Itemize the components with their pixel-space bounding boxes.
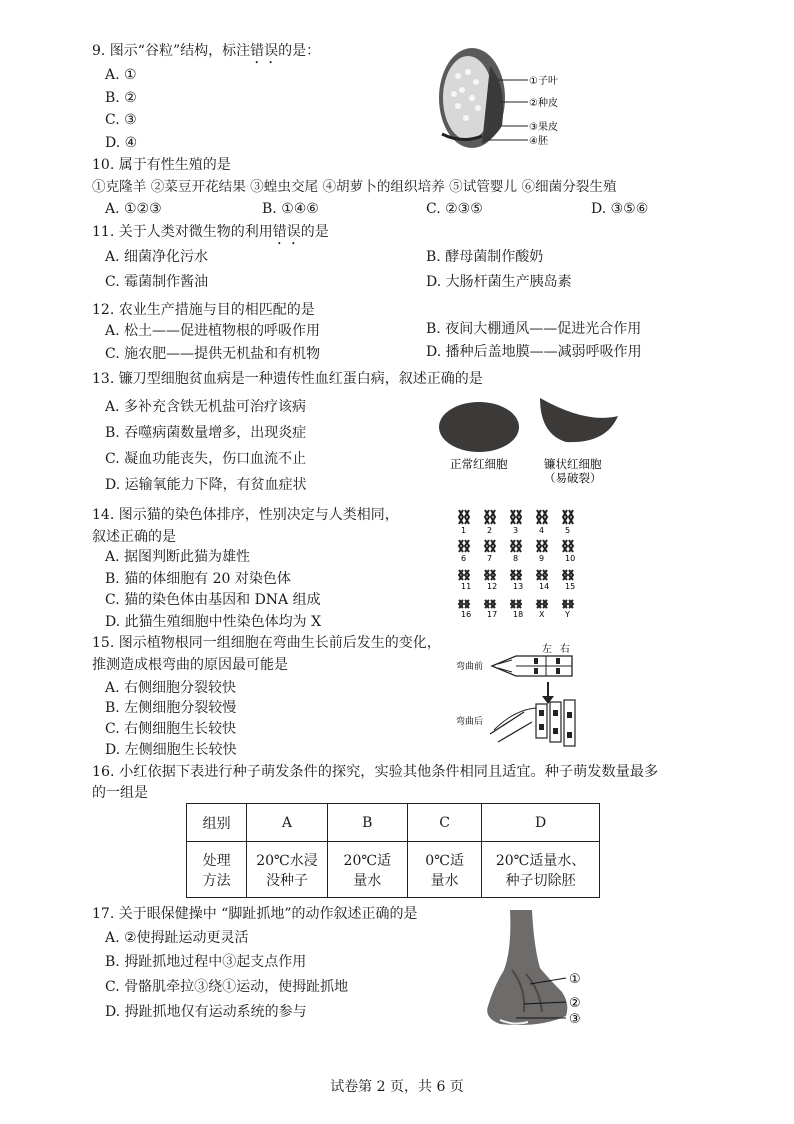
q12-option-a: A. 松土——促进植物根的呼吸作用 <box>105 323 321 339</box>
chromosome-label: 11 <box>461 582 472 591</box>
grain-label-2: ②种皮 <box>529 98 558 109</box>
page-footer: 试卷第 2 页，共 6 页 <box>330 1079 464 1095</box>
q17-stem: 17. 关于眼保健操中 “脚趾抓地”的动作叙述正确的是 <box>92 906 418 922</box>
normal-rbc-shape <box>439 402 519 452</box>
chromosome-label: 3 <box>513 526 519 535</box>
q16-stem-line2: 的一组是 <box>92 785 148 801</box>
table-cell <box>407 842 481 898</box>
q17-option-b: B. 拇趾抓地过程中③起支点作用 <box>105 954 307 970</box>
cell-line: 20℃适量水、 <box>495 852 586 869</box>
chromosome-pair-8 <box>511 540 521 552</box>
chromosome-pair-2 <box>485 510 495 524</box>
sickle-rbc-shape <box>540 398 618 442</box>
q9-stem-emph: 错误 <box>250 43 279 59</box>
chromosome-label: 1 <box>461 526 467 535</box>
q9-stem-post: 的是： <box>278 43 321 59</box>
table-header-row <box>187 804 600 842</box>
chromosome-pair-16 <box>459 600 469 608</box>
q11-stem-pre: 11. 关于人类对微生物的利用 <box>92 224 273 240</box>
q15-option-b: B. 左侧细胞分裂较慢 <box>105 700 237 716</box>
chromosome-pair-10 <box>563 540 573 552</box>
q14-option-b: B. 猫的体细胞有 20 对染色体 <box>105 571 291 587</box>
q11-option-b: B. 酵母菌制作酸奶 <box>426 249 544 265</box>
chromosome-label: 7 <box>487 554 493 563</box>
chromosome-label: 13 <box>513 582 524 591</box>
table-row-label <box>187 842 247 898</box>
q12-option-b: B. 夜间大棚通风——促进光合作用 <box>426 321 642 337</box>
chromosome-pair-7 <box>485 540 495 552</box>
q10-option-a: A. ①②③ <box>105 201 162 217</box>
q13-option-d: D. 运输氧能力下降，有贫血症状 <box>105 477 307 493</box>
table-row <box>187 842 600 898</box>
red-blood-cell-figure <box>436 394 626 490</box>
cell-line: 量水 <box>353 872 382 889</box>
chromosome-label: 6 <box>461 554 467 563</box>
chromosome-pair-18 <box>511 600 521 608</box>
sickle-rbc-note: （易破裂） <box>544 471 602 485</box>
root-label-right: 右 <box>560 644 570 655</box>
q11-stem <box>92 223 329 248</box>
cell-line: 量水 <box>430 872 459 889</box>
q9-option-b: B. ② <box>105 90 137 106</box>
chromosome-label: 18 <box>513 610 524 619</box>
chromosome-label: 16 <box>461 610 472 619</box>
row-label-line: 处理 <box>202 852 231 869</box>
q11-stem-post: 的是 <box>300 224 329 240</box>
q15-option-a: A. 右侧细胞分裂较快 <box>105 680 237 696</box>
q14-stem-line1: 14. 图示猫的染色体排序，性别决定与人类相同， <box>92 507 399 523</box>
chromosome-label: 5 <box>565 526 571 535</box>
chromosome-label: 15 <box>565 582 576 591</box>
grain-label-4: ④胚 <box>529 136 548 147</box>
seed-germination-table <box>186 803 600 898</box>
q10-option-b: B. ①④⑥ <box>262 201 319 217</box>
root-label-before: 弯曲前 <box>456 662 484 672</box>
chromosome-pair-17 <box>485 600 495 608</box>
q14-option-d: D. 此猫生殖细胞中性染色体均为 X <box>105 614 322 630</box>
q9-option-c: C. ③ <box>105 112 137 128</box>
table-header-cell: C <box>407 804 481 842</box>
chromosome-label: Y <box>565 610 570 619</box>
chromosome-label: X <box>539 610 545 619</box>
foot-bone-figure <box>470 908 590 1032</box>
normal-rbc-label: 正常红细胞 <box>450 457 508 471</box>
q17-option-c: C. 骨骼肌牵拉③绕①运动，使拇趾抓地 <box>105 979 349 995</box>
q9-option-d: D. ④ <box>105 135 138 151</box>
grain-label-1: ①子叶 <box>529 76 558 87</box>
root-label-left: 左 <box>542 644 552 655</box>
chromosome-pair-13 <box>511 570 521 580</box>
table-cell <box>482 842 600 898</box>
root-label-after: 弯曲后 <box>456 717 484 727</box>
chromosome-label: 9 <box>539 554 545 563</box>
chromosome-pair-Y <box>563 600 573 608</box>
q11-stem-emph: 错误 <box>272 224 301 240</box>
chromosome-pair-14 <box>537 570 547 580</box>
grain-label-3: ③果皮 <box>529 122 558 133</box>
foot-shape <box>487 910 567 1025</box>
chromosome-pair-6 <box>459 540 469 552</box>
chromosome-label: 10 <box>565 554 576 563</box>
grain-structure-figure <box>432 46 572 154</box>
q12-stem: 12. 农业生产措施与目的相匹配的是 <box>92 302 315 318</box>
q11-option-a: A. 细菌净化污水 <box>105 249 209 265</box>
q13-option-a: A. 多补充含铁无机盐可治疗该病 <box>105 399 307 415</box>
chromosome-pair-11 <box>459 570 469 580</box>
chromosome-pair-15 <box>563 570 573 580</box>
table-header-cell: 组别 <box>187 804 247 842</box>
cell-line: 20℃适 <box>343 852 392 869</box>
chromosome-label: 4 <box>539 526 545 535</box>
q16-stem-line1: 16. 小红依据下表进行种子萌发条件的探究，实验其他条件相同且适宜。种子萌发数量最多 <box>92 764 659 780</box>
chromosome-label: 2 <box>487 526 493 535</box>
q9-stem-pre: 9. 图示“谷粒”结构，标注 <box>92 43 251 59</box>
q12-option-d: D. 播种后盖地膜——减弱呼吸作用 <box>426 344 642 360</box>
chromosome-pair-4 <box>537 510 547 524</box>
q10-items: ①克隆羊 ②菜豆开花结果 ③蝗虫交尾 ④胡萝卜的组织培养 ⑤试管婴儿 ⑥细菌分裂生殖 <box>92 179 617 195</box>
chromosome-pair-X <box>537 600 547 608</box>
cat-karyotype-figure <box>454 506 586 632</box>
q10-stem: 10. 属于有性生殖的是 <box>92 157 231 173</box>
foot-label-1: ① <box>569 972 581 987</box>
chromosome-pair-5 <box>563 510 573 524</box>
q10-option-d: D. ③⑤⑥ <box>591 201 649 217</box>
root-bending-figure <box>454 638 594 756</box>
foot-label-3: ③ <box>569 1012 581 1027</box>
q13-option-b: B. 吞噬病菌数量增多，出现炎症 <box>105 425 307 441</box>
cell-line: 20℃水浸 <box>256 852 318 869</box>
chromosome-pair-12 <box>485 570 495 580</box>
chromosome-label: 14 <box>539 582 550 591</box>
q15-option-d: D. 左侧细胞生长较快 <box>105 742 237 758</box>
table-header-cell: B <box>327 804 407 842</box>
table-cell <box>327 842 407 898</box>
row-label-line: 方法 <box>202 872 231 889</box>
chromosome-pair-3 <box>511 510 521 524</box>
table-cell <box>247 842 327 898</box>
table-header-cell: A <box>247 804 327 842</box>
cell-line: 0℃适 <box>425 852 464 869</box>
foot-label-2: ② <box>569 996 581 1011</box>
cell-line: 没种子 <box>265 872 308 889</box>
q14-stem-line2: 叙述正确的是 <box>92 529 176 545</box>
q17-option-d: D. 拇趾抓地仅有运动系统的参与 <box>105 1004 307 1020</box>
sickle-rbc-label: 镰状红细胞 <box>544 457 602 471</box>
q11-option-d: D. 大肠杆菌生产胰岛素 <box>426 274 572 290</box>
chromosome-pair-1 <box>459 510 469 524</box>
q14-option-c: C. 猫的染色体由基因和 DNA 组成 <box>105 592 321 608</box>
q15-stem-line2: 推测造成根弯曲的原因最可能是 <box>92 657 288 673</box>
q13-stem: 13. 镰刀型细胞贫血病是一种遗传性血红蛋白病，叙述正确的是 <box>92 371 483 387</box>
q9-stem <box>92 42 320 67</box>
chromosome-pair-9 <box>537 540 547 552</box>
q11-option-c: C. 霉菌制作酱油 <box>105 274 209 290</box>
q13-option-c: C. 凝血功能丧失，伤口血流不止 <box>105 451 307 467</box>
chromosome-label: 12 <box>487 582 498 591</box>
q15-stem-line1: 15. 图示植物根同一组细胞在弯曲生长前后发生的变化， <box>92 635 441 651</box>
q9-option-a: A. ① <box>105 67 137 83</box>
q12-option-c: C. 施农肥——提供无机盐和有机物 <box>105 346 321 362</box>
q10-option-c: C. ②③⑤ <box>426 201 483 217</box>
cell-line: 种子切除胚 <box>505 872 576 889</box>
q15-option-c: C. 右侧细胞生长较快 <box>105 721 237 737</box>
table-header-cell: D <box>482 804 600 842</box>
q17-option-a: A. ②使拇趾运动更灵活 <box>105 930 249 946</box>
chromosome-label: 8 <box>513 554 519 563</box>
chromosome-label: 17 <box>487 610 498 619</box>
q14-option-a: A. 据图判断此猫为雄性 <box>105 549 251 565</box>
